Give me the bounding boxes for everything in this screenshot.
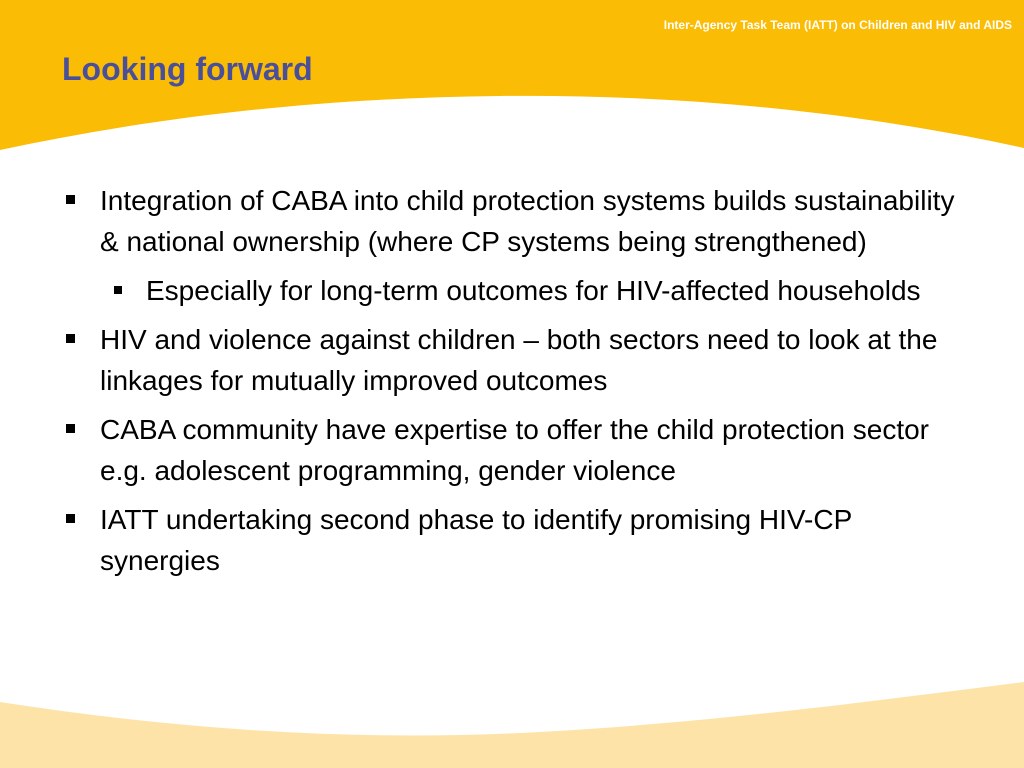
square-bullet-icon <box>66 334 75 343</box>
bullet-text: Especially for long-term outcomes for HIV-affected households <box>146 275 921 306</box>
org-header: Inter-Agency Task Team (IATT) on Children and HIV and AIDS <box>663 18 1012 32</box>
bullet-text: Integration of CABA into child protection systems builds sustainability & national ownership (where CP systems being strengthened) <box>100 185 955 257</box>
bullet-list <box>62 180 972 589</box>
bullet-item <box>62 499 972 581</box>
square-bullet-icon <box>66 195 75 204</box>
slide-title: Looking forward <box>62 51 313 87</box>
bullet-item <box>62 409 972 491</box>
footer-band <box>0 682 1024 768</box>
bullet-text: HIV and violence against children – both sectors need to look at the linkages for mutually improved outcomes <box>100 324 938 396</box>
bullet-text: CABA community have expertise to offer the child protection sector e.g. adolescent programming, gender violence <box>100 414 930 486</box>
square-bullet-icon <box>66 424 75 433</box>
sub-bullet-item <box>62 270 972 311</box>
bullet-item <box>62 319 972 401</box>
square-bullet-icon <box>114 286 122 294</box>
bullet-text: IATT undertaking second phase to identify promising HIV-CP synergies <box>100 504 852 576</box>
square-bullet-icon <box>66 514 75 523</box>
bullet-item <box>62 180 972 262</box>
